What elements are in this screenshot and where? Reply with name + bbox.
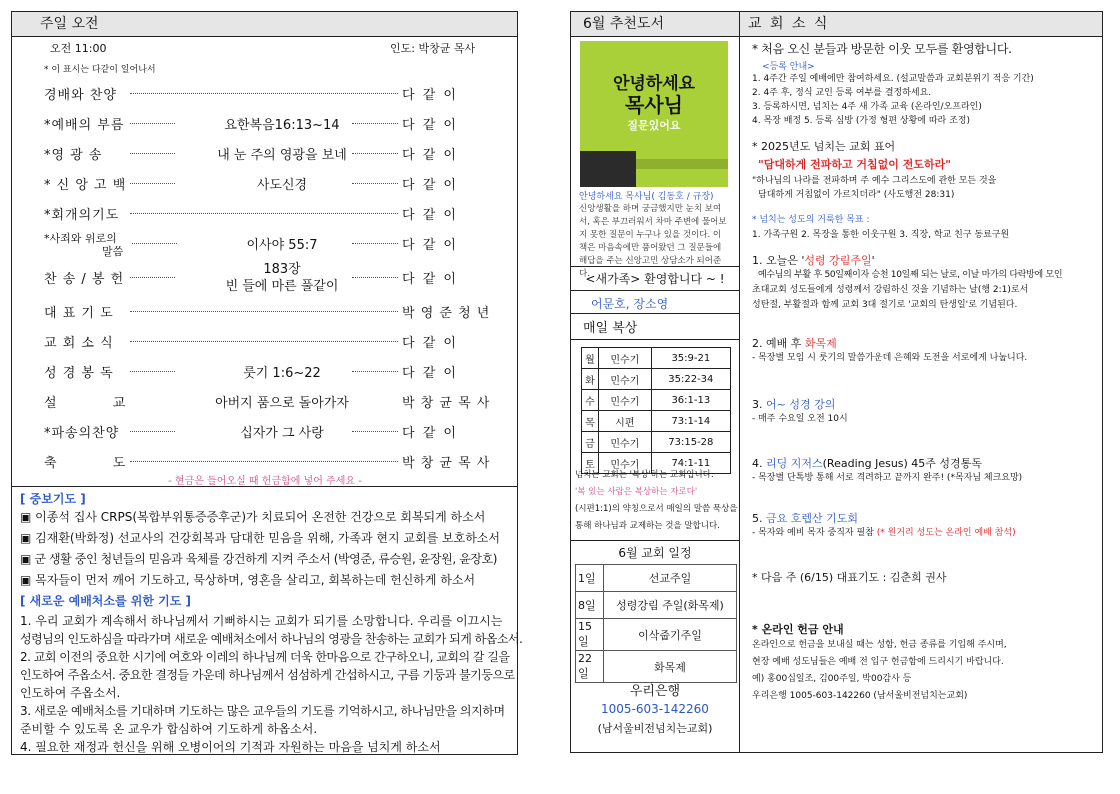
news-body [752, 40, 1100, 705]
checkbox-icon: ▣ [20, 510, 36, 524]
table-row: 목 시편 73:1-14 [582, 411, 731, 432]
prayer-item: ▣ 목자들이 먼저 깨어 기도하고, 묵상하며, 영혼을 살리고, 회복하는데 헌신하게 하소서 [20, 573, 476, 587]
online-offering-line: 현장 예배 성도님들은 예배 전 입구 헌금함에 드리시기 바랍니다. [752, 657, 1004, 667]
order-content: 십자가 그 사랑 [240, 426, 324, 441]
news-item-4: 4. 리딩 지저스(Reading Jesus) 45주 성경통독 [752, 457, 982, 470]
bank-name: 우리은행 [629, 684, 681, 699]
order-content: 사도신경 [256, 178, 308, 193]
book-cover-subtitle: 질문있어요 [627, 119, 681, 132]
table-row: 월 민수기 35:9-21 [582, 348, 731, 369]
order-performer: 다 같 이 [402, 178, 458, 193]
motto-verse: "하나님의 나라를 전파하며 주 예수 그리스도에 관한 모든 것을 [752, 176, 997, 186]
table-row: 15일 이삭줍기주일 [576, 619, 737, 651]
book-cover-title: 안녕하세요 [612, 74, 696, 94]
goal-title: * 넘치는 성도의 거룩한 목표 : [752, 215, 870, 225]
order-content: 아버지 품으로 돌아가자 [215, 396, 349, 411]
order-row [12, 326, 518, 356]
order-label: 대 표 기 도 [44, 306, 114, 321]
order-performer: 다 같 이 [402, 336, 458, 351]
newcomer-names: 어문호, 장소영 [591, 297, 669, 311]
worship-time: 오전 11:00 [50, 42, 107, 55]
table-row: 금 민수기 73:15-28 [582, 432, 731, 453]
order-row [12, 258, 518, 294]
schedule-table [575, 564, 737, 683]
order-row [12, 296, 518, 326]
prayer-line: 1. 우리 교회가 계속해서 하나님께서 기뻐하시는 교회가 되기를 소망합니다. 우리를 이끄시는 [20, 614, 503, 628]
welcome-line: * 처음 오신 분들과 방문한 이웃 모두를 환영합니다. [752, 42, 1012, 56]
worship-order-panel [11, 11, 523, 755]
table-row: 토 민수기 74:1-11 [582, 453, 731, 474]
order-row [12, 386, 518, 416]
welcome-title: <새가족> 환영합니다 ~ ! [585, 272, 725, 286]
worship-leader: 인도: 박창균 목사 [390, 42, 476, 55]
author-photo [580, 151, 636, 187]
motto-title: * 2025년도 넘치는 교회 표어 [752, 140, 896, 153]
divider [571, 266, 739, 267]
prayer-title: [ 중보기도 ] [20, 492, 86, 506]
order-row [12, 356, 518, 386]
prayer-list [20, 508, 516, 592]
book-header: 6월 추천도서 [571, 12, 739, 37]
news-item-2-desc: - 목장별 모임 시 룻기의 말씀가운데 은혜와 도전을 서로에게 나눕니다. [752, 353, 1028, 363]
prayer-line: 3. 새로운 예배처소를 기대하며 기도하는 많은 교우들의 기도를 기억하시고, 하나님만을 의지하며 [20, 704, 505, 718]
order-row [12, 228, 518, 258]
prayer-item: ▣ 김재환(박화정) 선교사의 건강회복과 담대한 믿음을 위해, 가족과 현지 교회를 보호하소서 [20, 531, 500, 545]
table-row: 화 민수기 35:22-34 [582, 369, 731, 390]
prayer-line: 4. 필요한 재정과 헌신을 위해 오병이어의 기적과 자원하는 마음을 넘치게 하소서 [20, 740, 441, 754]
order-list [12, 78, 518, 472]
account-holder: (남서울비전넘치는교회) [597, 722, 713, 735]
news-item-1-desc: 초대교회 성도들에게 성령께서 강림하신 것을 기념하는 날(행 2:1)로서 [752, 285, 1029, 295]
order-content: 요한복음16:13~14 [224, 118, 340, 133]
next-week-prayer: * 다음 주 (6/15) 대표기도 : 김춘희 권사 [752, 571, 947, 584]
order-performer: 다 같 이 [402, 426, 458, 441]
order-performer: 다 같 이 [402, 272, 458, 287]
divider [571, 290, 739, 291]
online-offering-line: 온라인으로 헌금을 보내실 때는 성함, 헌금 종류를 기입해 주시며, [752, 640, 1007, 650]
order-content-hymn-number: 183장 [263, 262, 301, 277]
order-performer: 다 같 이 [402, 148, 458, 163]
book-panel [570, 11, 740, 753]
order-performer: 다 같 이 [402, 118, 458, 133]
daily-reading-table [581, 347, 731, 474]
news-item-1-desc: 예수님의 부활 후 50일째이자 승천 10일째 되는 날로, 이날 마가의 다락방에 모인 [758, 270, 1063, 280]
checkbox-icon: ▣ [20, 573, 36, 587]
order-row [12, 416, 518, 446]
divider [571, 313, 739, 314]
order-label: *예배의 부름 [44, 118, 125, 133]
news-item-1-desc: 성탄절, 부활절과 함께 교회 3대 절기로 '교회의 탄생일'로 기념된다. [752, 300, 1018, 310]
news-item-5-desc: - 목자와 예비 목자 중직자 필참 (* 원거리 성도는 온라인 예배 참석) [752, 528, 1016, 538]
order-label: 설 교 [44, 396, 127, 411]
book-cover-quote-band [636, 159, 728, 169]
prayer-line: 2. 교회 이전의 중요한 시기에 여호와 이레의 하나님께 더욱 한마음으로 간구하오니, 교회의 갈 길을 [20, 650, 510, 664]
order-label-cont: 말씀 [102, 245, 124, 258]
table-row: 수 민수기 36:1-13 [582, 390, 731, 411]
order-leader-dots [130, 93, 398, 94]
order-row [12, 138, 518, 168]
table-row: 1일 선교주일 [576, 565, 737, 592]
order-label: *파송의찬양 [44, 426, 120, 441]
table-row: 8일 성령강림 주일(화목제) [576, 592, 737, 619]
order-label: *사죄와 위로의 [44, 232, 117, 245]
table-row: 22일 화목제 [576, 651, 737, 683]
order-content: 이사야 55:7 [246, 238, 318, 253]
online-offering-line: 예) 홍00십일조, 김00주일, 박00감사 등 [752, 674, 912, 684]
order-content-hymn-title: 빈 들에 마른 풀같이 [225, 279, 339, 294]
news-item-5: 5. 금요 호렙산 기도회 [752, 512, 859, 525]
news-item-1: 1. 오늘은 '성령 강림주일' [752, 254, 875, 267]
daily-title: 매일 복상 [583, 321, 638, 336]
order-performer: 박 영 준 청 년 [402, 306, 491, 321]
bank-account: 1005-603-142260 [601, 702, 709, 716]
schedule-title: 6월 교회 일정 [618, 546, 692, 560]
registration-line: 4. 목장 배정 5. 등록 심방 (가정 형편 상황에 따라 조정) [752, 116, 970, 126]
order-label: 성 경 봉 독 [44, 366, 114, 381]
online-offering-title: * 온라인 헌금 안내 [752, 623, 844, 636]
motto-text: "담대하게 전파하고 거침없이 전도하라" [758, 158, 951, 171]
order-performer: 다 같 이 [402, 366, 458, 381]
order-label: * 신 앙 고 백 [44, 178, 127, 193]
goal-text: 1. 가족구원 2. 목장을 통한 이웃구원 3. 직장, 학교 친구 동료구원 [752, 230, 1010, 240]
order-performer: 다 같 이 [402, 88, 458, 103]
prayer-item: ▣ 이종석 집사 CRPS(복합부위통증증후군)가 치료되어 온전한 건강으로 회복되게 하소서 [20, 510, 486, 524]
divider [571, 540, 739, 541]
online-offering-line: 우리은행 1005-603-142260 (남서울비전넘치는교회) [752, 691, 968, 701]
registration-line: 2. 4주 후, 정식 교인 등록 여부를 결정하세요. [752, 88, 932, 98]
registration-line: 1. 4주간 주일 예배에만 참여하세요. (설교말씀과 교회분위기 적응 기간) [752, 74, 1034, 84]
news-item-3: 3. 어~ 성경 강의 [752, 398, 836, 411]
prayer-line: 성령님의 인도하심을 따라가며 새로운 예배처소에서 하나님의 영광을 찬송하는 교회가 되게 하옵소서. [20, 632, 523, 646]
daily-explanation: 넘치는 교회는 '복상'하는 교회입니다. '복 있는 사람은 복상하는 자로다' (시편1:1)의 약칭으로서 매일의 말씀 묵상을 통해 하나님과 교제하는 것을 말합니다. [575, 470, 738, 531]
order-label: *영 광 송 [44, 148, 103, 163]
order-row [12, 168, 518, 198]
news-panel [739, 11, 1103, 753]
news-item-2: 2. 예배 후 화목제 [752, 337, 837, 350]
checkbox-icon: ▣ [20, 531, 36, 545]
motto-verse: 담대하게 거침없이 가르치더라" (사도행전 28:31) [758, 190, 955, 200]
new-place-prayers [20, 612, 523, 756]
order-label: 찬 송 / 봉 헌 [44, 272, 125, 287]
book-cover [580, 41, 728, 187]
worship-header: 주일 오전 [12, 12, 517, 37]
prayer-line: 준비할 수 있도록 온 교우가 합심하여 기도하게 하옵소서. [20, 722, 318, 736]
book-description: 신앙생활을 하며 궁금했지만 눈치 보여서, 혹은 부끄러워서 차마 주변에 물어보지 못한 질문이 누구나 있을 것이다. 이 책은 마음속에만 품어왔던 그 질문들에 해답을 주는 신앙고민 상담소가 되어준다. [579, 204, 727, 279]
order-label: 교 회 소 식 [44, 336, 114, 351]
order-label: *회개의기도 [44, 208, 120, 223]
news-header: 교 회 소 식 [740, 12, 1102, 37]
prayer-line: 인도하여 주옵소서. 중요한 결정들 가운데 하나님께서 섬섬하게 간섭하시고, 구름 기둥과 불기둥으로 [20, 668, 515, 682]
order-performer: 박 창 균 목 사 [402, 456, 491, 471]
order-label: 축 도 [44, 456, 127, 471]
order-row [12, 78, 518, 108]
order-performer: 박 창 균 목 사 [402, 396, 491, 411]
order-content: 내 눈 주의 영광을 보네 [217, 148, 347, 163]
prayer-line: 인도하여 주옵소서. [20, 686, 121, 700]
book-cover-title: 목사님 [625, 93, 683, 117]
news-item-3-desc: - 매주 수요일 오전 10시 [752, 414, 848, 424]
checkbox-icon: ▣ [20, 552, 35, 566]
prayer-item: ▣ 군 생활 중인 청년들의 믿음과 육체를 강건하게 지켜 주소서 (박영준, 류승원, 윤장원, 윤장호) [20, 552, 498, 566]
order-content: 룻기 1:6~22 [243, 366, 321, 381]
order-row [12, 108, 518, 138]
order-label: 경배와 찬양 [44, 88, 117, 103]
book-caption: 안녕하세요 목사님( 김동호 / 규장) [579, 192, 714, 202]
news-item-4-desc: - 목장별 단톡방 통해 서로 격려하고 끝까지 완주! (*목자님 체크요망) [752, 473, 1023, 483]
order-performer: 다 같 이 [402, 208, 458, 223]
registration-line: 3. 등록하시면, 넘치는 4주 새 가족 교육 (온라인/오프라인) [752, 102, 982, 112]
standing-note: * 이 표시는 다같이 일어나서 [44, 65, 156, 75]
order-row [12, 198, 518, 228]
order-performer: 다 같 이 [402, 238, 458, 253]
offering-note: - 현금은 들어오실 때 헌금함에 넣어 주세요 - [168, 476, 362, 487]
divider [12, 486, 518, 487]
new-place-title: [ 새로운 예배처소를 위한 기도 ] [20, 594, 191, 608]
divider [571, 339, 739, 340]
registration-title: <등록 안내> [762, 62, 815, 72]
